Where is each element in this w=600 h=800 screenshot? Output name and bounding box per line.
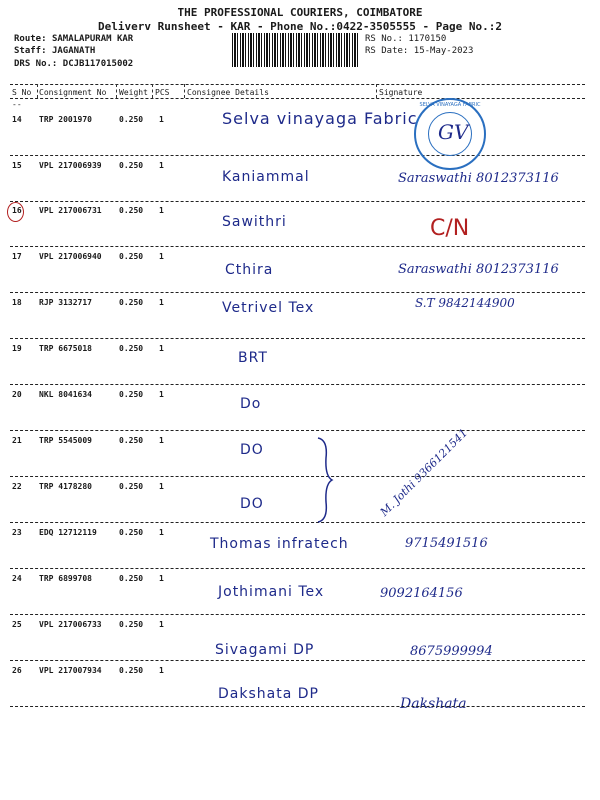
stamp-signature: GV (438, 120, 469, 144)
row-weight: 0.250 (119, 252, 144, 261)
col-consignee: Consignee Details (187, 88, 269, 97)
row-sno: 15 (12, 161, 22, 170)
rs-date-line: RS Date: 15-May-2023 (365, 46, 474, 56)
row-signature: C/N (430, 216, 470, 241)
runsheet-subtitle: Deliverv Runsheet - KAR - Phone No.:0422-3505555 - Page No.:2 (98, 20, 502, 33)
row-weight: 0.250 (119, 206, 144, 215)
row-consignee-handwriting: Cthira (225, 262, 274, 278)
row-consignee-handwriting: Vetrivel Tex (222, 300, 315, 316)
row-pcs: 1 (159, 574, 164, 583)
row-separator (10, 568, 585, 569)
staff-line: Staff: JAGANATH (14, 46, 96, 56)
row-pcs: 1 (159, 161, 164, 170)
row-consignee-handwriting: Kaniammal (222, 169, 310, 185)
header-dash-mark: -- (12, 100, 22, 109)
row-signature: Dakshata (400, 696, 467, 712)
row-sno: 17 (12, 252, 22, 261)
row-sno: 22 (12, 482, 22, 491)
row-pcs: 1 (159, 252, 164, 261)
row-weight: 0.250 (119, 620, 144, 629)
row-sno: 18 (12, 298, 22, 307)
row-separator (10, 155, 585, 156)
row-separator (10, 292, 585, 293)
route-value: SAMALAPURAM KAR (51, 34, 134, 44)
row-pcs: 1 (159, 115, 164, 124)
row-weight: 0.250 (119, 115, 144, 124)
row-weight: 0.250 (119, 528, 144, 537)
row-consignment-no: TRP 6675018 (39, 344, 92, 353)
company-title: THE PROFESSIONAL COURIERS, COIMBATORE (177, 6, 423, 19)
row-weight: 0.250 (119, 298, 144, 307)
row-consignment-no: VPL 217006733 (39, 620, 102, 629)
row-weight: 0.250 (119, 161, 144, 170)
row-consignee-handwriting: Do (240, 396, 262, 412)
row-weight: 0.250 (119, 390, 144, 399)
rs-no-value: 1170150 (408, 34, 447, 44)
rs-no-line: RS No.: 1170150 (365, 34, 447, 44)
route-line: Route: SAMALAPURAM KAR (14, 34, 134, 44)
col-consignment: Consignment No (39, 88, 107, 97)
red-circle-mark (7, 202, 24, 222)
col-signature: Signature (379, 88, 423, 97)
row-weight: 0.250 (119, 436, 144, 445)
row-separator (10, 384, 585, 385)
col-weight: Weight (119, 88, 148, 97)
row-signature: S.T 9842144900 (415, 296, 515, 310)
col-divider (152, 84, 153, 98)
header-rule-bottom (10, 98, 585, 99)
grouping-brace (316, 436, 334, 524)
row-signature: M. Jothi 9366121541 (377, 426, 471, 519)
row-pcs: 1 (159, 298, 164, 307)
row-consignment-no: VPL 217006731 (39, 206, 102, 215)
row-consignment-no: NKL 8041634 (39, 390, 92, 399)
row-sno: 24 (12, 574, 22, 583)
rs-date-value: 15-May-2023 (413, 46, 474, 56)
row-separator (10, 476, 585, 477)
row-separator (10, 430, 585, 431)
row-pcs: 1 (159, 436, 164, 445)
row-consignee-handwriting: Selva vinayaga Fabric (222, 109, 418, 128)
row-consignment-no: TRP 4178280 (39, 482, 92, 491)
barcode (232, 33, 360, 67)
row-consignee-handwriting: DO (240, 442, 264, 458)
row-separator (10, 338, 585, 339)
row-weight: 0.250 (119, 344, 144, 353)
row-pcs: 1 (159, 620, 164, 629)
row-consignment-no: TRP 2001970 (39, 115, 92, 124)
drs-value: DCJB117015002 (62, 59, 134, 69)
row-consignee-handwriting: Thomas infratech (210, 536, 349, 552)
row-separator (10, 660, 585, 661)
col-sno: S No (12, 88, 32, 97)
row-consignment-no: VPL 217006940 (39, 252, 102, 261)
row-consignment-no: TRP 5545009 (39, 436, 92, 445)
row-pcs: 1 (159, 390, 164, 399)
row-signature: Saraswathi 8012373116 (398, 262, 559, 277)
row-consignee-handwriting: Dakshata DP (218, 686, 319, 702)
col-divider (37, 84, 38, 98)
row-pcs: 1 (159, 206, 164, 215)
row-consignee-handwriting: Jothimani Tex (218, 584, 325, 600)
row-weight: 0.250 (119, 666, 144, 675)
row-consignment-no: VPL 217007934 (39, 666, 102, 675)
row-signature: 9092164156 (380, 586, 463, 601)
row-sno: 16 (12, 206, 22, 215)
row-weight: 0.250 (119, 482, 144, 491)
row-sno: 20 (12, 390, 22, 399)
row-pcs: 1 (159, 482, 164, 491)
drs-line: DRS No.: DCJB117015002 (14, 59, 134, 69)
company-stamp (414, 98, 486, 170)
row-consignment-no: TRP 6899708 (39, 574, 92, 583)
col-divider (376, 84, 377, 98)
row-separator (10, 614, 585, 615)
row-sno: 25 (12, 620, 22, 629)
row-consignee-handwriting: DO (240, 496, 264, 512)
row-signature: 8675999994 (410, 644, 493, 659)
row-weight: 0.250 (119, 574, 144, 583)
row-separator (10, 522, 585, 523)
row-separator (10, 201, 585, 202)
row-consignment-no: EDQ 12712119 (39, 528, 97, 537)
row-consignment-no: RJP 3132717 (39, 298, 92, 307)
row-pcs: 1 (159, 344, 164, 353)
row-separator (10, 246, 585, 247)
row-consignee-handwriting: Sivagami DP (215, 642, 315, 658)
row-signature: Saraswathi 8012373116 (398, 171, 559, 186)
stamp-ring-text: SELVA VINAYAGA FABRIC (419, 102, 481, 108)
row-signature: 9715491516 (405, 536, 488, 551)
row-separator (10, 706, 585, 707)
col-divider (184, 84, 185, 98)
row-sno: 21 (12, 436, 22, 445)
row-pcs: 1 (159, 666, 164, 675)
row-consignee-handwriting: Sawithri (222, 214, 287, 230)
header-rule-top (10, 84, 585, 85)
row-sno: 14 (12, 115, 22, 124)
row-consignment-no: VPL 217006939 (39, 161, 102, 170)
row-sno: 19 (12, 344, 22, 353)
col-pcs: PCS (155, 88, 170, 97)
col-divider (116, 84, 117, 98)
row-sno: 23 (12, 528, 22, 537)
row-consignee-handwriting: BRT (238, 350, 268, 366)
row-sno: 26 (12, 666, 22, 675)
staff-value: JAGANATH (51, 46, 96, 56)
row-pcs: 1 (159, 528, 164, 537)
